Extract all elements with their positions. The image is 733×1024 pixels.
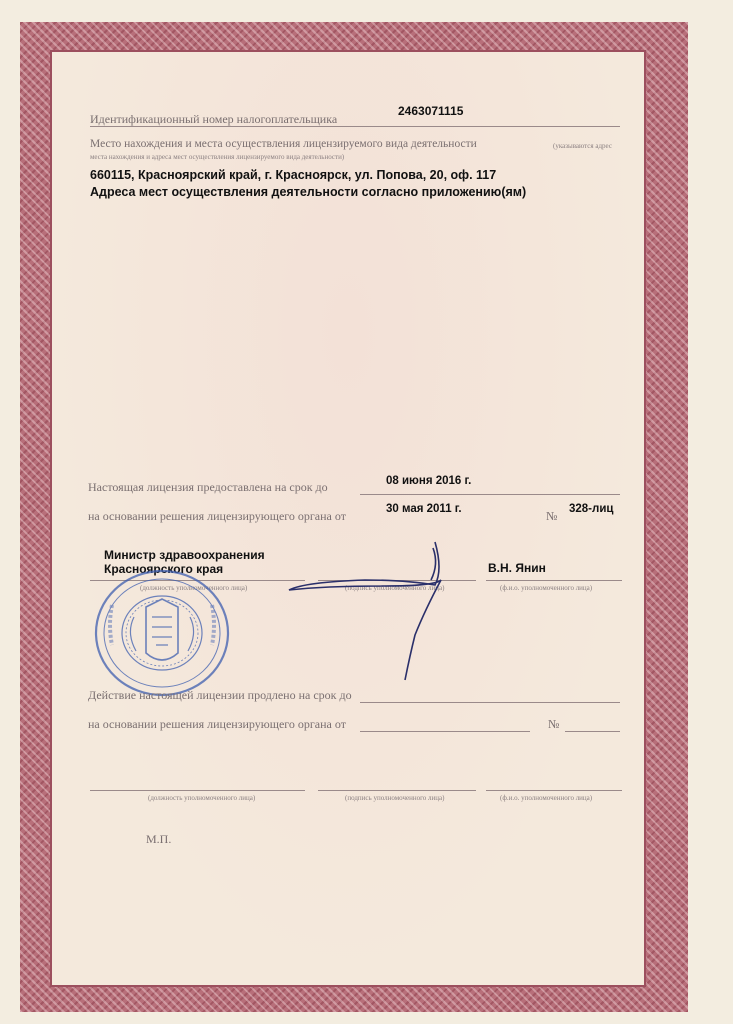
caption-name-2: (ф.и.о. уполномоченного лица) <box>500 794 593 802</box>
extended-label: Действие настоящей лицензии продлено на срок до <box>88 688 352 702</box>
name-line-2 <box>486 790 622 791</box>
caption-signature-2: (подпись уполномоченного лица) <box>345 794 445 802</box>
signature-mark <box>285 540 485 690</box>
number-sign: № <box>546 509 558 523</box>
license-number: 328-лиц <box>569 503 614 515</box>
extended-underline <box>360 702 620 703</box>
inn-label: Идентификационный номер налогоплательщика <box>90 112 338 126</box>
official-position-1: Министр здравоохранения <box>104 548 265 562</box>
number-sign-2: № <box>548 717 560 731</box>
signature-line-2 <box>318 790 476 791</box>
address-note-1: (указываются адрес <box>553 142 612 150</box>
stamp-place-label: М.П. <box>146 832 172 846</box>
caption-name-1: (ф.и.о. уполномоченного лица) <box>500 584 593 592</box>
address-label: Место нахождения и места осуществления лицензируемого вида деятельности <box>90 138 477 150</box>
number-underline-2 <box>565 731 620 732</box>
official-seal <box>90 565 240 705</box>
official-name: В.Н. Янин <box>488 561 546 575</box>
address-line-1: 660115, Красноярский край, г. Красноярск, ул. Попова, 20, оф. 117 <box>90 168 497 182</box>
position-line-2 <box>90 790 305 791</box>
basis-label: на основании решения лицензирующего органа от <box>88 509 346 523</box>
caption-position-2: (должность уполномоченного лица) <box>148 794 256 802</box>
official-position-2: Красноярского края <box>104 562 224 576</box>
basis-underline-2 <box>360 731 530 732</box>
caption-position-1: (должность уполномоченного лица) <box>140 584 248 592</box>
address-line-2: Адреса мест осуществления деятельности согласно приложению(ям) <box>90 185 527 199</box>
inn-value: 2463071115 <box>398 104 464 118</box>
inn-underline <box>90 126 620 127</box>
term-value: 08 июня 2016 г. <box>386 475 472 487</box>
term-label: Настоящая лицензия предоставлена на срок до <box>88 480 328 494</box>
caption-signature-1: (подпись уполномоченного лица) <box>345 584 445 592</box>
address-note-2: места нахождения и адреса мест осуществления лицензируемого вида деятельности) <box>90 153 345 161</box>
name-line-1 <box>486 580 622 581</box>
basis-label-2: на основании решения лицензирующего органа от <box>88 717 346 731</box>
basis-date: 30 мая 2011 г. <box>386 503 462 515</box>
term-underline <box>360 494 620 495</box>
